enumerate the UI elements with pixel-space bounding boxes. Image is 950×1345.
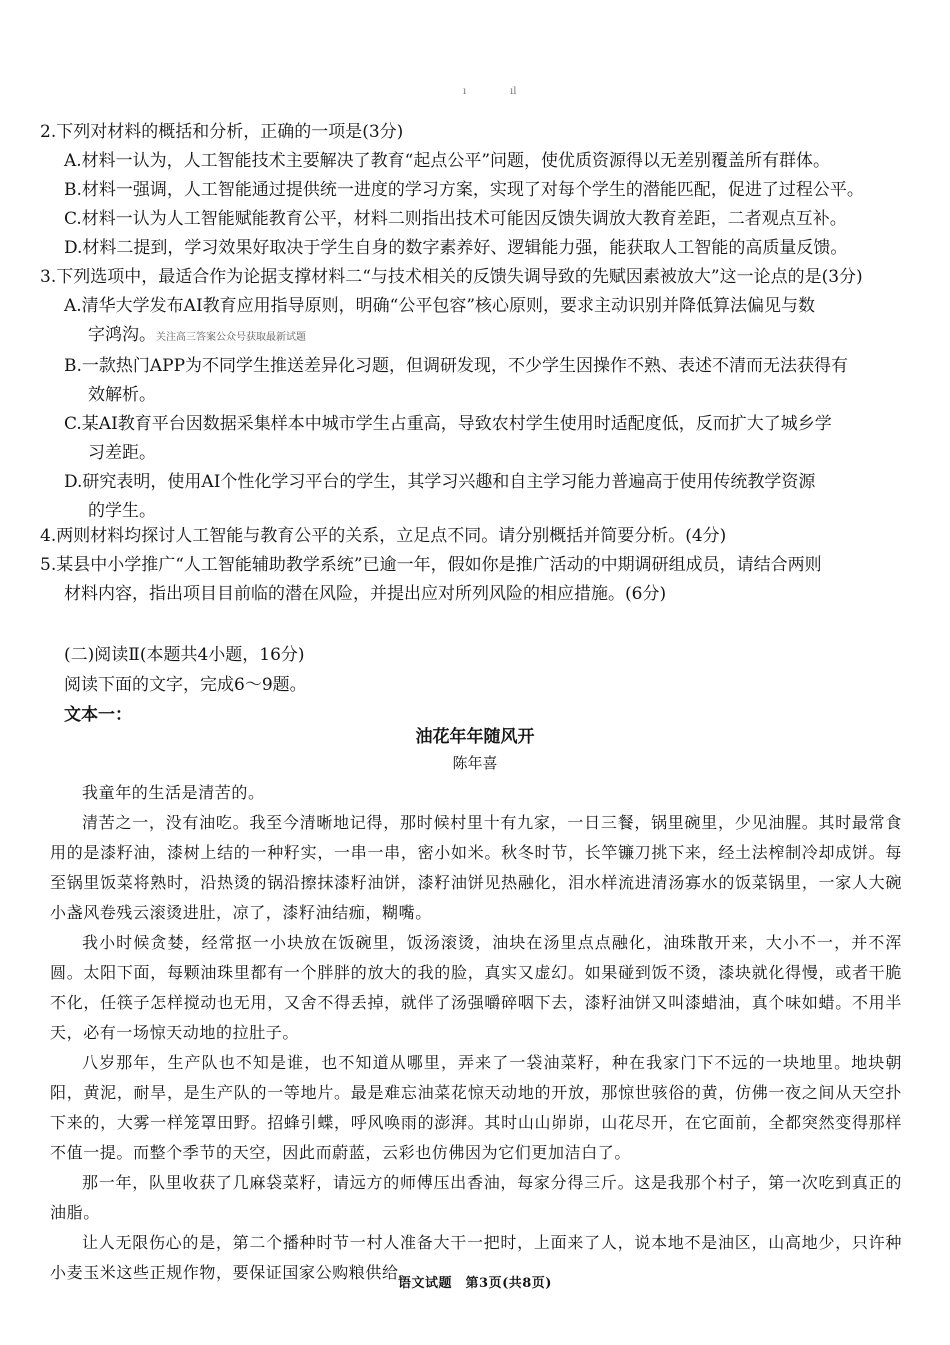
question-3-option-b xyxy=(40,352,910,410)
question-3-option-a xyxy=(40,292,910,352)
question-4-stem: 4.两则材料均探讨人工智能与教育公平的关系，立足点不同。请分别概括并简要分析。(4分) xyxy=(40,526,727,546)
essay-paragraph: 那一年，队里收获了几麻袋菜籽，请远方的师傅压出香油，每家分得三斤。这是我那个村子，第一次吃到真正的油脂。 xyxy=(50,1173,902,1222)
questions-4-5 xyxy=(40,522,910,609)
option-c-line2: 习差距。 xyxy=(88,443,156,463)
essay-body xyxy=(50,778,902,1288)
essay-author: 陈年喜 xyxy=(452,754,498,772)
question-2-option-b: B.材料一强调，人工智能通过提供统一进度的学习方案，实现了对每个学生的潜能匹配，促进了过程公平。 xyxy=(64,180,864,200)
question-2-option-a: A.材料一认为，人工智能技术主要解决了教育“起点公平”问题，使优质资源得以无差别覆盖所有群体。 xyxy=(64,151,831,171)
option-c-line1: C.某AI教育平台因数据采集样本中城市学生占重高，导致农村学生使用时适配度低，反而扩大了城乡学 xyxy=(64,414,832,434)
watermark-note: 关注高三答案公众号获取最新试题 xyxy=(156,332,306,343)
section-2-header xyxy=(64,640,884,730)
option-d-line2: 的学生。 xyxy=(88,501,156,521)
question-2-option-d: D.材料二提到，学习效果好取决于学生自身的数字素养好、逻辑能力强，能获取人工智能的高质量反馈。 xyxy=(64,238,848,258)
text-one-label: 文本一： xyxy=(64,705,132,725)
essay-paragraph: 八岁那年，生产队也不知是谁，也不知道从哪里，弄来了一袋油菜籽，种在我家门下不远的一块地里。地块朝阳，黄泥，耐旱，是生产队的一等地片。最是难忘油菜花惊天动地的开放，那惊世骇俗的黄，仿佛一夜之间从天空扑下来的，大雾一样笼罩田野。招蜂引蝶，呼风唤雨的澎湃。其时山山峁峁，山花尽开，在它面前，全都突然变得那样不值一提。而整个季节的天空，因此而蔚蓝，云彩也仿佛因为它们更加洁白了。 xyxy=(50,1053,902,1162)
scan-mark: ıl xyxy=(510,86,517,97)
section-2-heading: (二)阅读Ⅱ(本题共4小题，16分) xyxy=(64,645,305,665)
option-d-line1: D.研究表明，使用AI个性化学习平台的学生，其学习兴趣和自主学习能力普遍高于使用传统教学资源 xyxy=(64,472,816,492)
option-b-line2: 效解析。 xyxy=(88,385,156,405)
question-2 xyxy=(40,118,910,263)
essay-paragraph: 我小时候贪婪，经常抠一小块放在饭碗里，饭汤滚烫，油块在汤里点点融化，油珠散开来，大小不一，并不浑圆。太阳下面，每颗油珠里都有一个胖胖的放大的我的脸，真实又虚幻。如果碰到饭不烫，漆块就化得慢，或者干脆不化，任筷子怎样搅动也无用，又舍不得丢掉，就伴了汤强嚼碎咽下去，漆籽油饼又叫漆蜡油，真个味如蜡。不用半天，必有一场惊天动地的拉肚子。 xyxy=(50,933,902,1042)
question-2-option-c: C.材料一认为人工智能赋能教育公平，材料二则指出技术可能因反馈失调放大教育差距，二者观点互补。 xyxy=(64,209,847,229)
option-b-line1: B.一款热门APP为不同学生推送差异化习题，但调研发现，不少学生因操作不熟、表述不清而无法获得有 xyxy=(64,356,849,376)
option-a-line2 xyxy=(64,321,910,352)
question-2-stem: 2.下列对材料的概括和分析，正确的一项是(3分) xyxy=(40,122,404,142)
question-3-stem: 3.下列选项中，最适合作为论据支撑材料二“与技术相关的反馈失调导致的先赋因素被放大”这一论点的是(3分) xyxy=(40,267,863,287)
essay-paragraph: 我童年的生活是清苦的。 xyxy=(82,783,265,802)
essay-paragraph: 清苦之一，没有油吃。我至今清晰地记得，那时候村里十有九家，一日三餐，锅里碗里，少见油腥。其时最常食用的是漆籽油，漆树上结的一种籽实，一串一串，密小如米。秋冬时节，长竿镰刀挑下来，经土法榨制冷却成饼。每至锅里饭菜将熟时，沿热烫的锅沿擦抹漆籽油饼，漆籽油饼见热融化，泪水样流进清汤寡水的饭菜锅里，一家人大碗小盏风卷残云滚烫进肚，凉了，漆籽油结痂，糊嘴。 xyxy=(50,813,902,922)
scan-mark: ı xyxy=(463,86,467,97)
essay-title: 油花年年随风开 xyxy=(415,727,535,747)
question-3-option-d xyxy=(40,468,910,526)
page-footer: 语文试题 第3页(共8页) xyxy=(398,1276,552,1291)
question-5-line1: 5.某县中小学推广“人工智能辅助教学系统”已逾一年，假如你是推广活动的中期调研组成员，请结合两则 xyxy=(40,555,822,575)
option-a-line1: A.清华大学发布AI教育应用指导原则，明确“公平包容”核心原则，要求主动识别并降低算法偏见与数 xyxy=(64,296,816,316)
essay-paragraph: 让人无限伤心的是，第二个播种时节一村人准备大干一把时，上面来了人，说本地不是油区，山高地少，只许种小麦玉米这些正规作物，要保证国家公购粮供给。 xyxy=(50,1233,902,1282)
question-3-option-c xyxy=(40,410,910,468)
question-5-line2: 材料内容，指出项目目前临的潜在风险，并提出应对所列风险的相应措施。(6分) xyxy=(64,584,667,604)
section-2-instruction: 阅读下面的文字，完成6～9题。 xyxy=(64,675,307,695)
question-3 xyxy=(40,263,910,526)
option-a-line2-text: 字鸿沟。 xyxy=(88,325,156,345)
